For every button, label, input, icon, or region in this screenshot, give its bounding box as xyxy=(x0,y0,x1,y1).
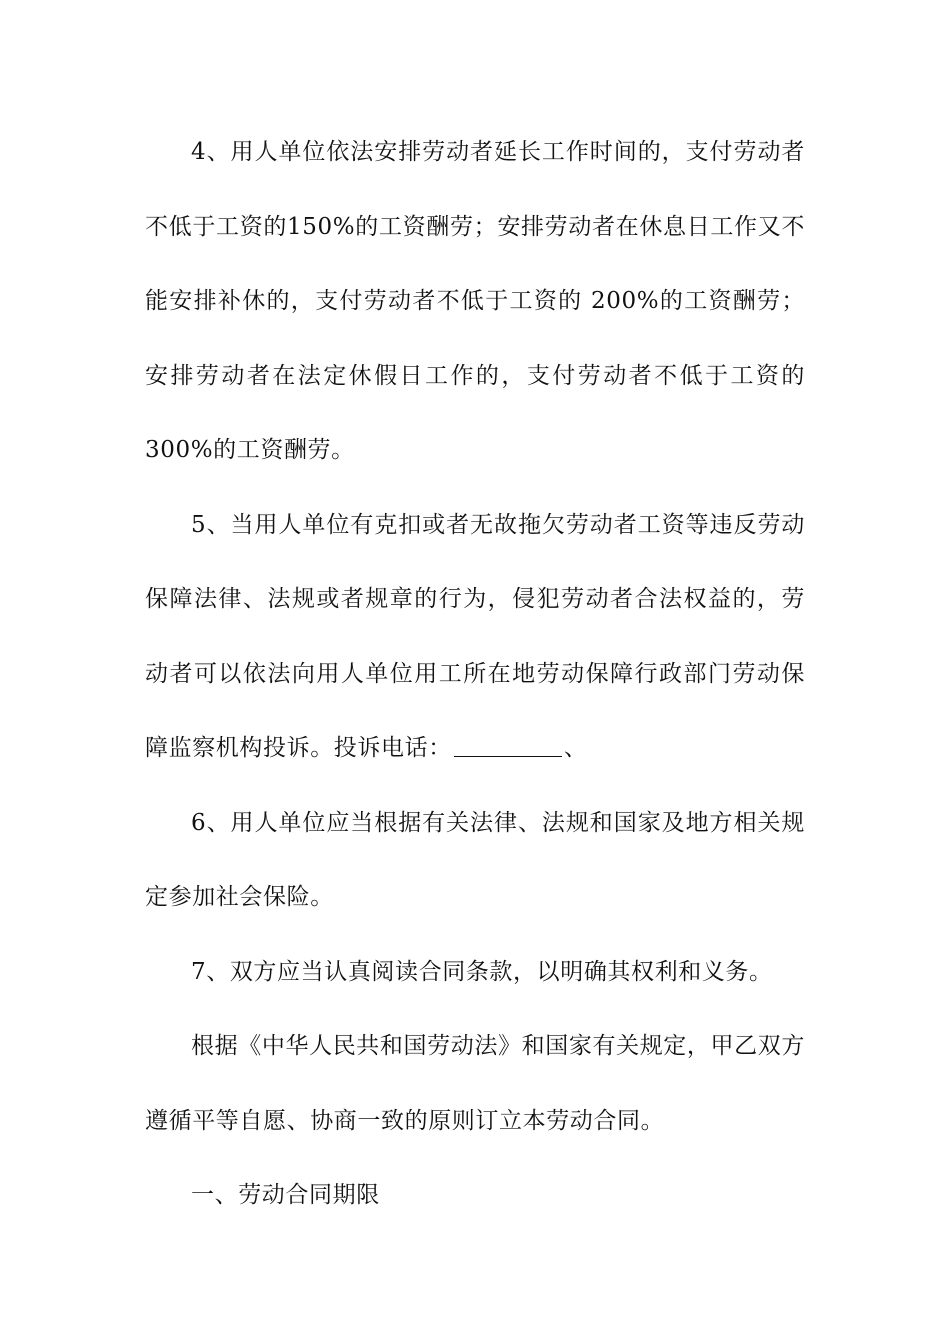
paragraph-overtime-pay: 4、用人单位依法安排劳动者延长工作时间的，支付劳动者不低于工资的150%的工资酬劳；安排劳动者在休息日工作又不能安排补休的，支付劳动者不低于工资的 200%的工资酬劳；安排劳动者在法定休假日工作的，支付劳动者不低于工资的 300%的工资酬劳。 xyxy=(145,139,805,463)
complaint-phone-blank xyxy=(454,736,562,757)
section-heading-contract-term: 一、劳动合同期限 xyxy=(191,1182,380,1208)
paragraph-wage-complaint-text: 5、当用人单位有克扣或者无故拖欠劳动者工资等违反劳动保障法律、法规或者规章的行为，侵犯劳动者合法权益的，劳动者可以依法向用人单位用工所在地劳动保障行政部门劳动保障监察机构投诉。投诉电话： xyxy=(145,511,805,761)
paragraph-read-contract: 7、双方应当认真阅读合同条款，以明确其权利和义务。 xyxy=(191,958,773,985)
paragraph-wage-complaint-tail: 、 xyxy=(563,735,588,761)
paragraph-contract-basis: 根据《中华人民共和国劳动法》和国家有关规定，甲乙双方遵循平等自愿、协商一致的原则订立本劳动合同。 xyxy=(145,1033,805,1134)
document-page xyxy=(145,115,805,1233)
paragraph-wage-complaint xyxy=(145,488,805,786)
paragraph-social-insurance: 6、用人单位应当根据有关法律、法规和国家及地方相关规定参加社会保险。 xyxy=(145,809,805,910)
